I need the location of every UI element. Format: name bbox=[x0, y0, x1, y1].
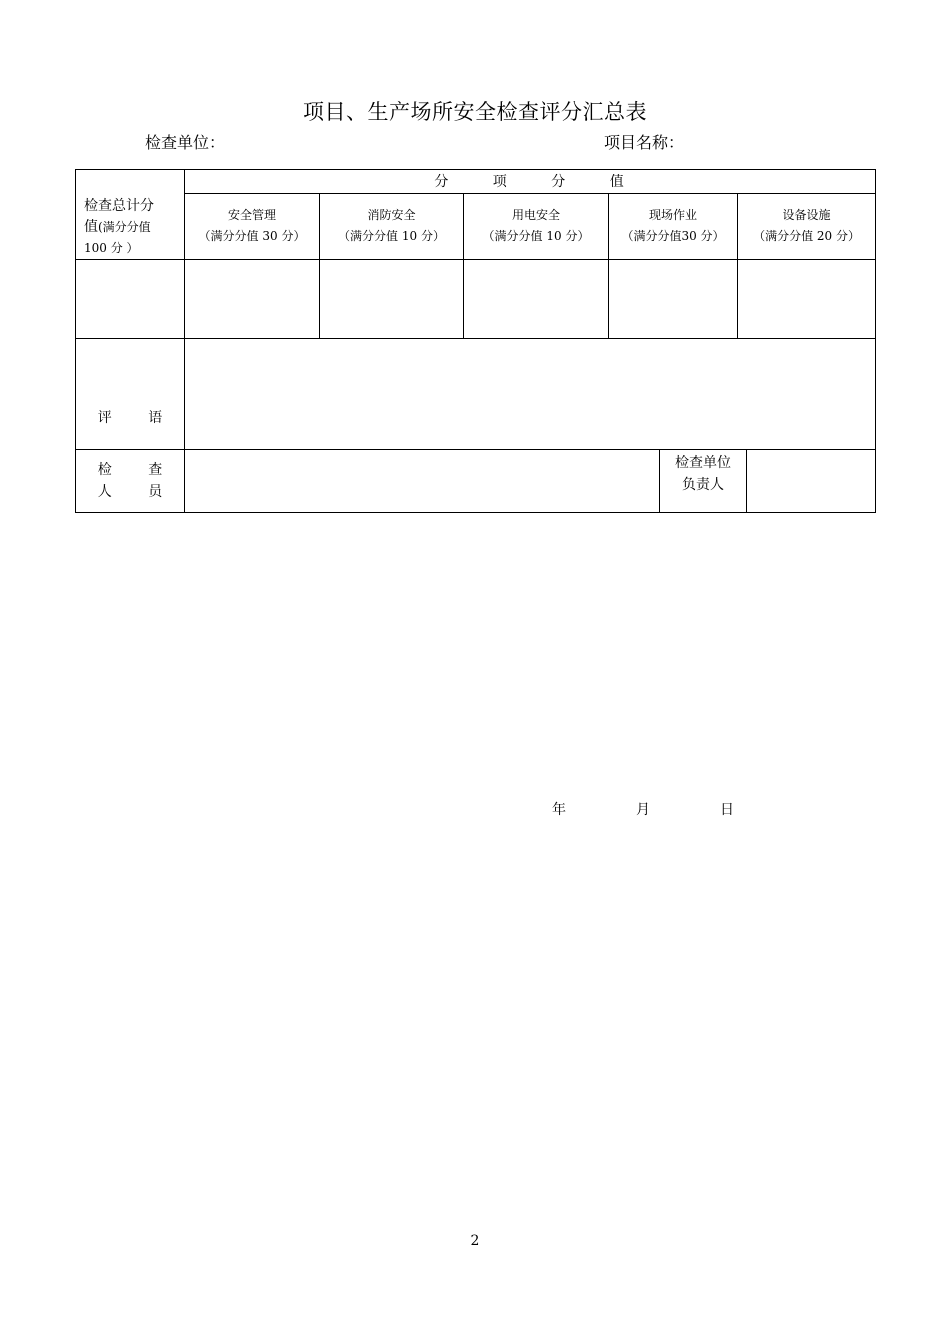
inspector-label bbox=[76, 450, 185, 513]
inspector-label-line2: 人 员 bbox=[97, 484, 163, 500]
remark-content-cell[interactable] bbox=[185, 339, 876, 450]
total-score-label-line3: 100 分 ） bbox=[84, 241, 139, 255]
fire-safety-score-cell[interactable] bbox=[320, 260, 464, 339]
remark-label bbox=[76, 339, 185, 450]
category-max: （满分分值 20 分） bbox=[753, 229, 860, 244]
category-max: （满分分值 10 分） bbox=[482, 229, 590, 244]
total-score-value-cell[interactable] bbox=[76, 260, 185, 339]
category-safety-management bbox=[185, 193, 320, 259]
total-score-label bbox=[76, 170, 185, 260]
sub-score-header-text: 分 项 分 值 bbox=[434, 174, 626, 191]
page-number: 2 bbox=[470, 1233, 480, 1249]
total-score-label-line2b: (满分分值 bbox=[98, 220, 151, 234]
inspector-content-cell[interactable] bbox=[185, 450, 660, 513]
inspector-label-line1: 检 查 bbox=[97, 462, 163, 478]
date-month-label: 月 bbox=[636, 802, 650, 818]
document-title: 项目、生产场所安全检查评分汇总表 bbox=[303, 100, 647, 124]
site-operations-score-cell[interactable] bbox=[609, 260, 738, 339]
date-year-label: 年 bbox=[552, 802, 566, 818]
safety-management-score-cell[interactable] bbox=[185, 260, 320, 339]
electrical-safety-score-cell[interactable] bbox=[464, 260, 609, 339]
unit-owner-label-line1: 检查单位 bbox=[675, 455, 731, 471]
category-max: （满分分值 30 分） bbox=[198, 229, 306, 244]
equipment-facilities-score-cell[interactable] bbox=[738, 260, 876, 339]
sub-score-header bbox=[185, 170, 876, 194]
category-site-operations bbox=[609, 193, 738, 259]
category-name: 现场作业 bbox=[648, 208, 697, 223]
unit-owner-label-line2: 负责人 bbox=[682, 477, 724, 493]
category-max: （满分分值 10 分） bbox=[338, 229, 445, 244]
total-score-label-line2a: 值 bbox=[84, 219, 98, 235]
score-summary-table bbox=[75, 169, 876, 513]
date-day-label: 日 bbox=[720, 802, 734, 818]
category-name: 设备设施 bbox=[782, 208, 831, 223]
inspect-unit-label: 检查单位： bbox=[145, 133, 226, 152]
total-score-label-line1: 检查总计分 bbox=[84, 198, 154, 214]
category-equipment-facilities bbox=[738, 193, 876, 259]
remark-label-text: 评 语 bbox=[97, 410, 163, 426]
unit-owner-label bbox=[660, 450, 747, 513]
category-fire-safety bbox=[320, 193, 464, 259]
unit-owner-content-cell[interactable] bbox=[747, 450, 876, 513]
category-electrical-safety bbox=[464, 193, 609, 259]
category-name: 安全管理 bbox=[227, 208, 276, 223]
category-max: （满分分值30 分） bbox=[621, 229, 725, 244]
category-name: 消防安全 bbox=[367, 208, 416, 223]
project-name-label: 项目名称： bbox=[604, 133, 685, 152]
category-name: 用电安全 bbox=[511, 208, 560, 223]
